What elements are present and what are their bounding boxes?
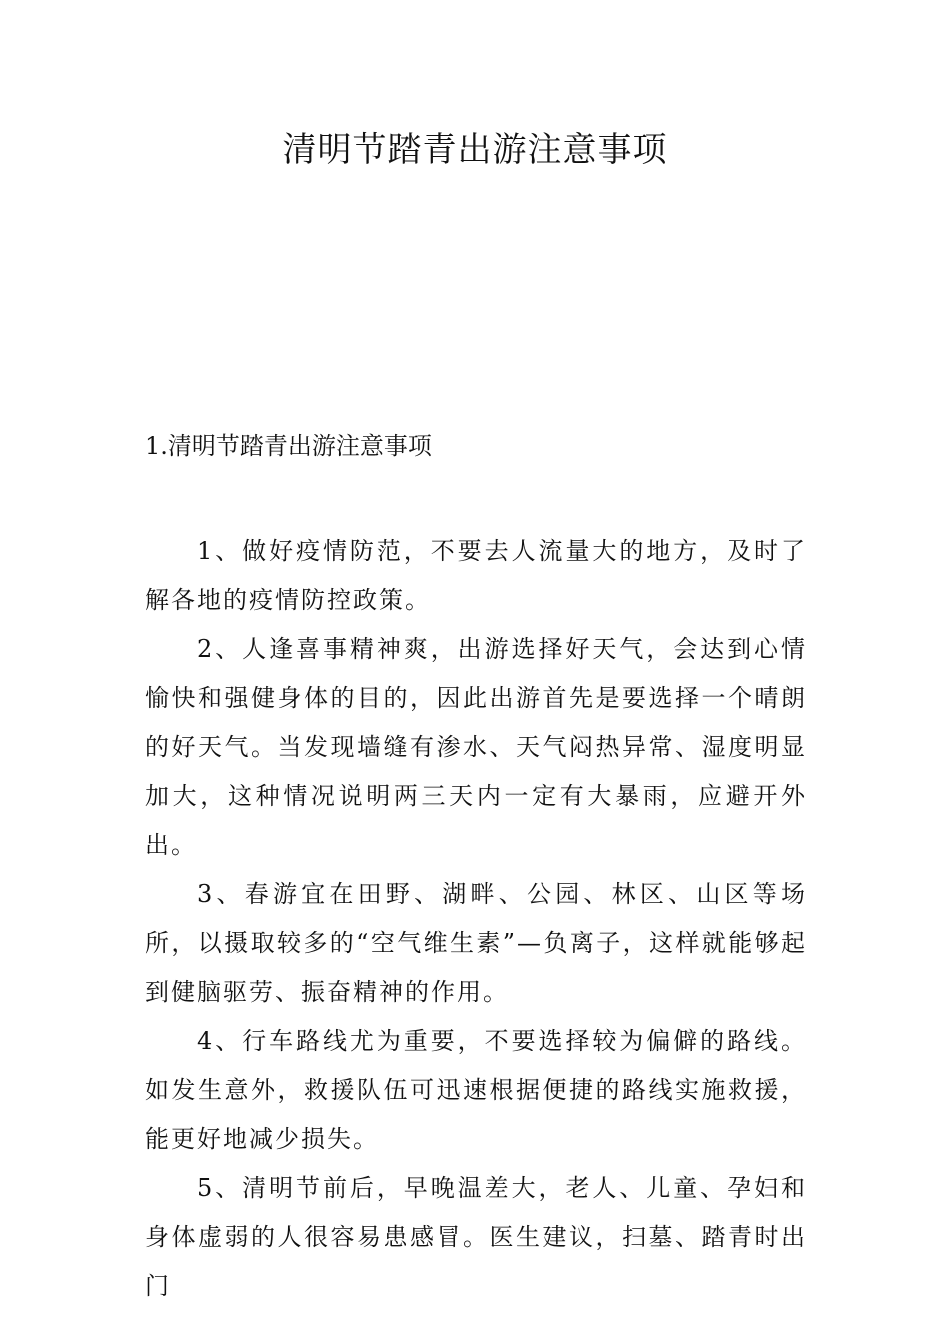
document-body	[145, 527, 807, 1311]
paragraph-5: 5、清明节前后，早晚温差大，老人、儿童、孕妇和身体虚弱的人很容易患感冒。医生建议，扫墓、踏青时出门	[145, 1174, 807, 1300]
paragraph-1: 1、做好疫情防范，不要去人流量大的地方，及时了解各地的疫情防控政策。	[145, 537, 807, 614]
paragraph-4: 4、行车路线尤为重要，不要选择较为偏僻的路线。如发生意外，救援队伍可迅速根据便捷的路线实施救援，能更好地减少损失。	[145, 1027, 807, 1153]
paragraph-2: 2、人逢喜事精神爽，出游选择好天气，会达到心情愉快和强健身体的目的，因此出游首先是要选择一个晴朗的好天气。当发现墙缝有渗水、天气闷热异常、湿度明显加大，这种情况说明两三天内一定有大暴雨，应避开外出。	[145, 635, 807, 859]
document-title: 清明节踏青出游注意事项	[282, 130, 668, 170]
section-heading: 1.清明节踏青出游注意事项	[145, 432, 432, 460]
paragraph-3: 3、春游宜在田野、湖畔、公园、林区、山区等场所，以摄取较多的“空气维生素”—负离子，这样就能够起到健脑驱劳、振奋精神的作用。	[145, 880, 807, 1006]
